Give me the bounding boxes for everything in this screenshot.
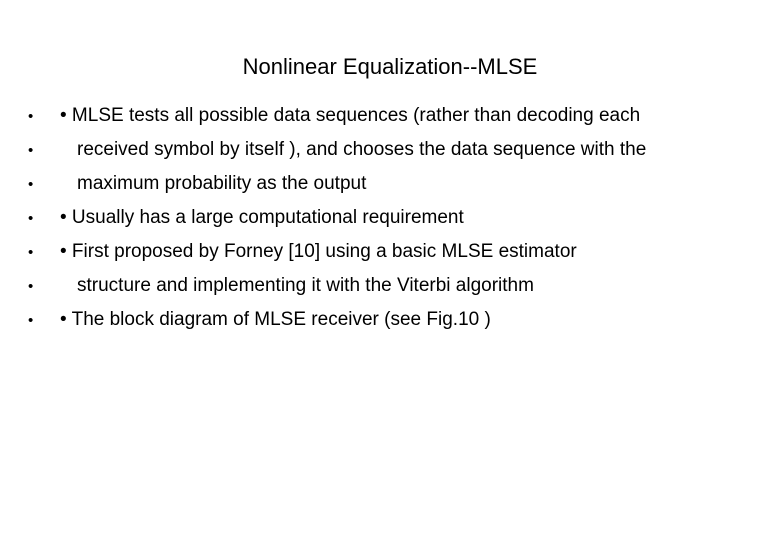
bullet-text: • The block diagram of MLSE receiver (see Fig.10 ) (60, 309, 491, 330)
bullet-marker-icon: • (28, 108, 34, 125)
bullet-text: maximum probability as the output (77, 173, 367, 194)
bullet-marker-icon: • (28, 210, 34, 227)
bullet-text: • MLSE tests all possible data sequences (rather than decoding each (60, 105, 641, 126)
bullet-item (28, 235, 646, 269)
bullet-text: received symbol by itself ), and chooses the data sequence with the (77, 139, 647, 160)
bullet-marker-icon: • (28, 142, 34, 159)
bullet-marker-icon: • (28, 312, 34, 329)
bullet-text: structure and implementing it with the Viterbi algorithm (77, 275, 534, 296)
bullet-marker-icon: • (28, 278, 34, 295)
bullet-item (28, 269, 646, 303)
bullet-item (28, 303, 646, 337)
bullet-item (28, 99, 646, 133)
bullet-marker-icon: • (28, 244, 34, 261)
bullet-item (28, 167, 646, 201)
bullet-item (28, 201, 646, 235)
bullet-text: • Usually has a large computational requirement (60, 207, 464, 228)
bullet-text: • First proposed by Forney [10] using a basic MLSE estimator (60, 241, 577, 262)
slide-title: Nonlinear Equalization--MLSE (242, 54, 538, 79)
bullet-item (28, 133, 646, 167)
bullet-marker-icon: • (28, 176, 34, 193)
bullet-list (28, 99, 646, 337)
